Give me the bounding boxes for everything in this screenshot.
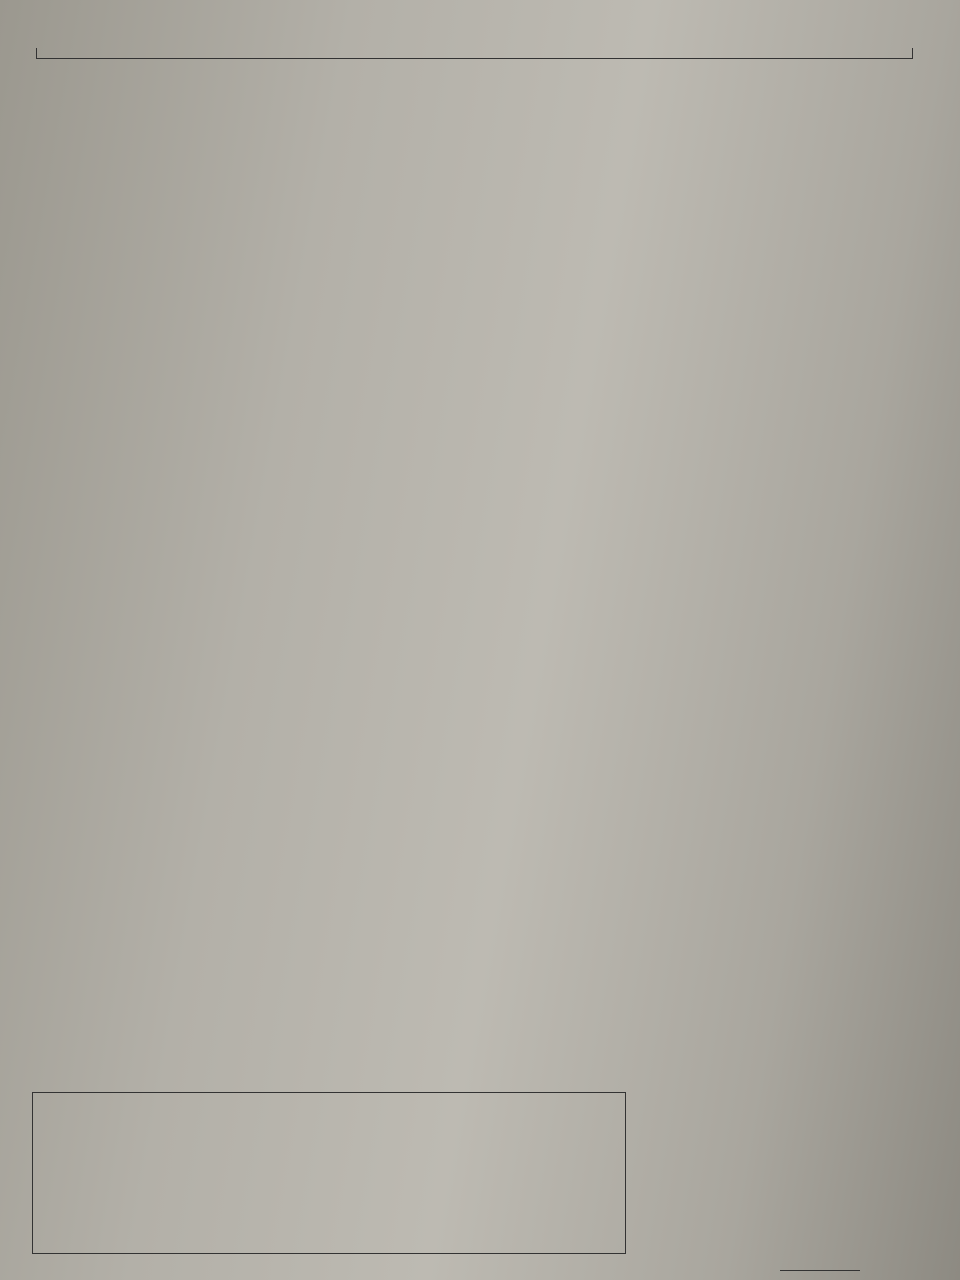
worksheet-content bbox=[28, 48, 913, 59]
answer-form bbox=[32, 1092, 626, 1254]
grade-line bbox=[780, 1270, 860, 1271]
previous-question-options bbox=[36, 48, 913, 59]
spiral-binding-icon bbox=[926, 0, 954, 1280]
